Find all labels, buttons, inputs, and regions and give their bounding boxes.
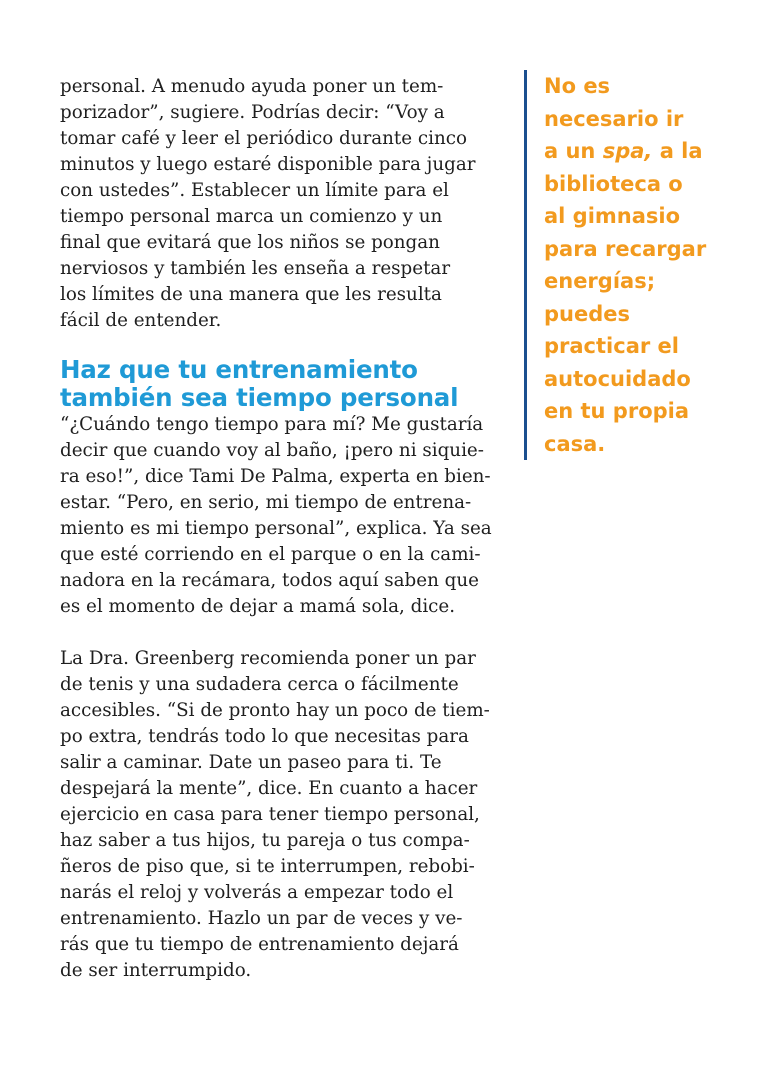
text-line: porizador”, sugiere. Podrías decir: “Voy a [60, 102, 445, 123]
section-heading [60, 356, 500, 412]
pull-quote-line: necesario ir [544, 106, 684, 131]
text-line: narás el reloj y volverás a empezar todo el [60, 882, 454, 903]
pull-quote-line: para recargar [544, 236, 707, 261]
pull-quote-line: casa. [544, 431, 606, 456]
text-line: rás que tu tiempo de entrenamiento dejará [60, 934, 459, 955]
text-line: miento es mi tiempo personal”, explica. Ya sea [60, 518, 492, 539]
heading-line: también sea tiempo personal [60, 383, 459, 412]
text-line: despejará la mente”, dice. En cuanto a hacer [60, 778, 478, 799]
text-line: ñeros de piso que, si te interrumpen, rebobi- [60, 856, 475, 877]
paragraph-tami-de-palma [60, 412, 500, 620]
text-line: fácil de entender. [60, 310, 222, 331]
pull-quote [524, 70, 744, 460]
pull-quote-line: en tu propia [544, 399, 690, 423]
text-line: estar. “Pero, en serio, mi tiempo de entrena- [60, 492, 472, 513]
pull-quote-line: autocuidado [544, 366, 691, 391]
paragraph-dra-greenberg [60, 646, 500, 984]
text-line: los límites de una manera que les resulta [60, 284, 442, 305]
text-line: ejercicio en casa para tener tiempo personal, [60, 804, 480, 825]
text-line: de ser interrumpido. [60, 960, 252, 981]
text-line: nerviosos y también les enseña a respetar [60, 258, 451, 279]
text-line: La Dra. Greenberg recomienda poner un par [60, 648, 476, 669]
pull-quote-italic-spa: spa, [602, 139, 653, 163]
text-line: con ustedes”. Establecer un límite para el [60, 180, 449, 201]
text-line: de tenis y una sudadera cerca o fácilmente [60, 674, 459, 695]
text-line: es el momento de dejar a mamá sola, dice. [60, 596, 456, 617]
text-line: personal. A menudo ayuda poner un tem- [60, 76, 444, 97]
pull-quote-line [544, 135, 744, 168]
text-line: salir a caminar. Date un paseo para ti. Te [60, 752, 442, 773]
text-line: nadora en la recámara, todos aquí saben que [60, 570, 479, 591]
text-line: haz saber a tus hijos, tu pareja o tus compa- [60, 830, 470, 851]
pull-quote-text [544, 70, 744, 460]
text-line: tomar café y leer el periódico durante cinco [60, 128, 468, 149]
text-line: que esté corriendo en el parque o en la cami- [60, 544, 481, 565]
text-line: minutos y luego estaré disponible para jugar [60, 154, 476, 175]
pull-quote-fragment: a la [652, 139, 703, 163]
pull-quote-line: biblioteca o [544, 171, 683, 196]
text-line: tiempo personal marca un comienzo y un [60, 206, 443, 227]
pull-quote-line: al gimnasio [544, 204, 681, 228]
article-body [60, 74, 500, 984]
text-line: entrenamiento. Hazlo un par de veces y ve- [60, 908, 463, 929]
intro-paragraph [60, 74, 500, 334]
pull-quote-line: No es [544, 74, 611, 98]
text-line: accesibles. “Si de pronto hay un poco de tiem- [60, 700, 490, 721]
text-line: final que evitará que los niños se pongan [60, 232, 440, 253]
text-line: ra eso!”, dice Tami De Palma, experta en bien- [60, 466, 491, 487]
pull-quote-line: energías; [544, 269, 656, 293]
paragraph-spacer [60, 620, 500, 646]
pull-quote-line: puedes [544, 301, 630, 326]
text-line: “¿Cuándo tengo tiempo para mí? Me gustaría [60, 414, 484, 435]
heading-line: Haz que tu entrenamiento [60, 355, 418, 384]
text-line: decir que cuando voy al baño, ¡pero ni siquie- [60, 440, 484, 461]
text-line: po extra, tendrás todo lo que necesitas para [60, 726, 469, 747]
pull-quote-fragment: a un [544, 139, 603, 163]
pull-quote-line: practicar el [544, 334, 679, 358]
